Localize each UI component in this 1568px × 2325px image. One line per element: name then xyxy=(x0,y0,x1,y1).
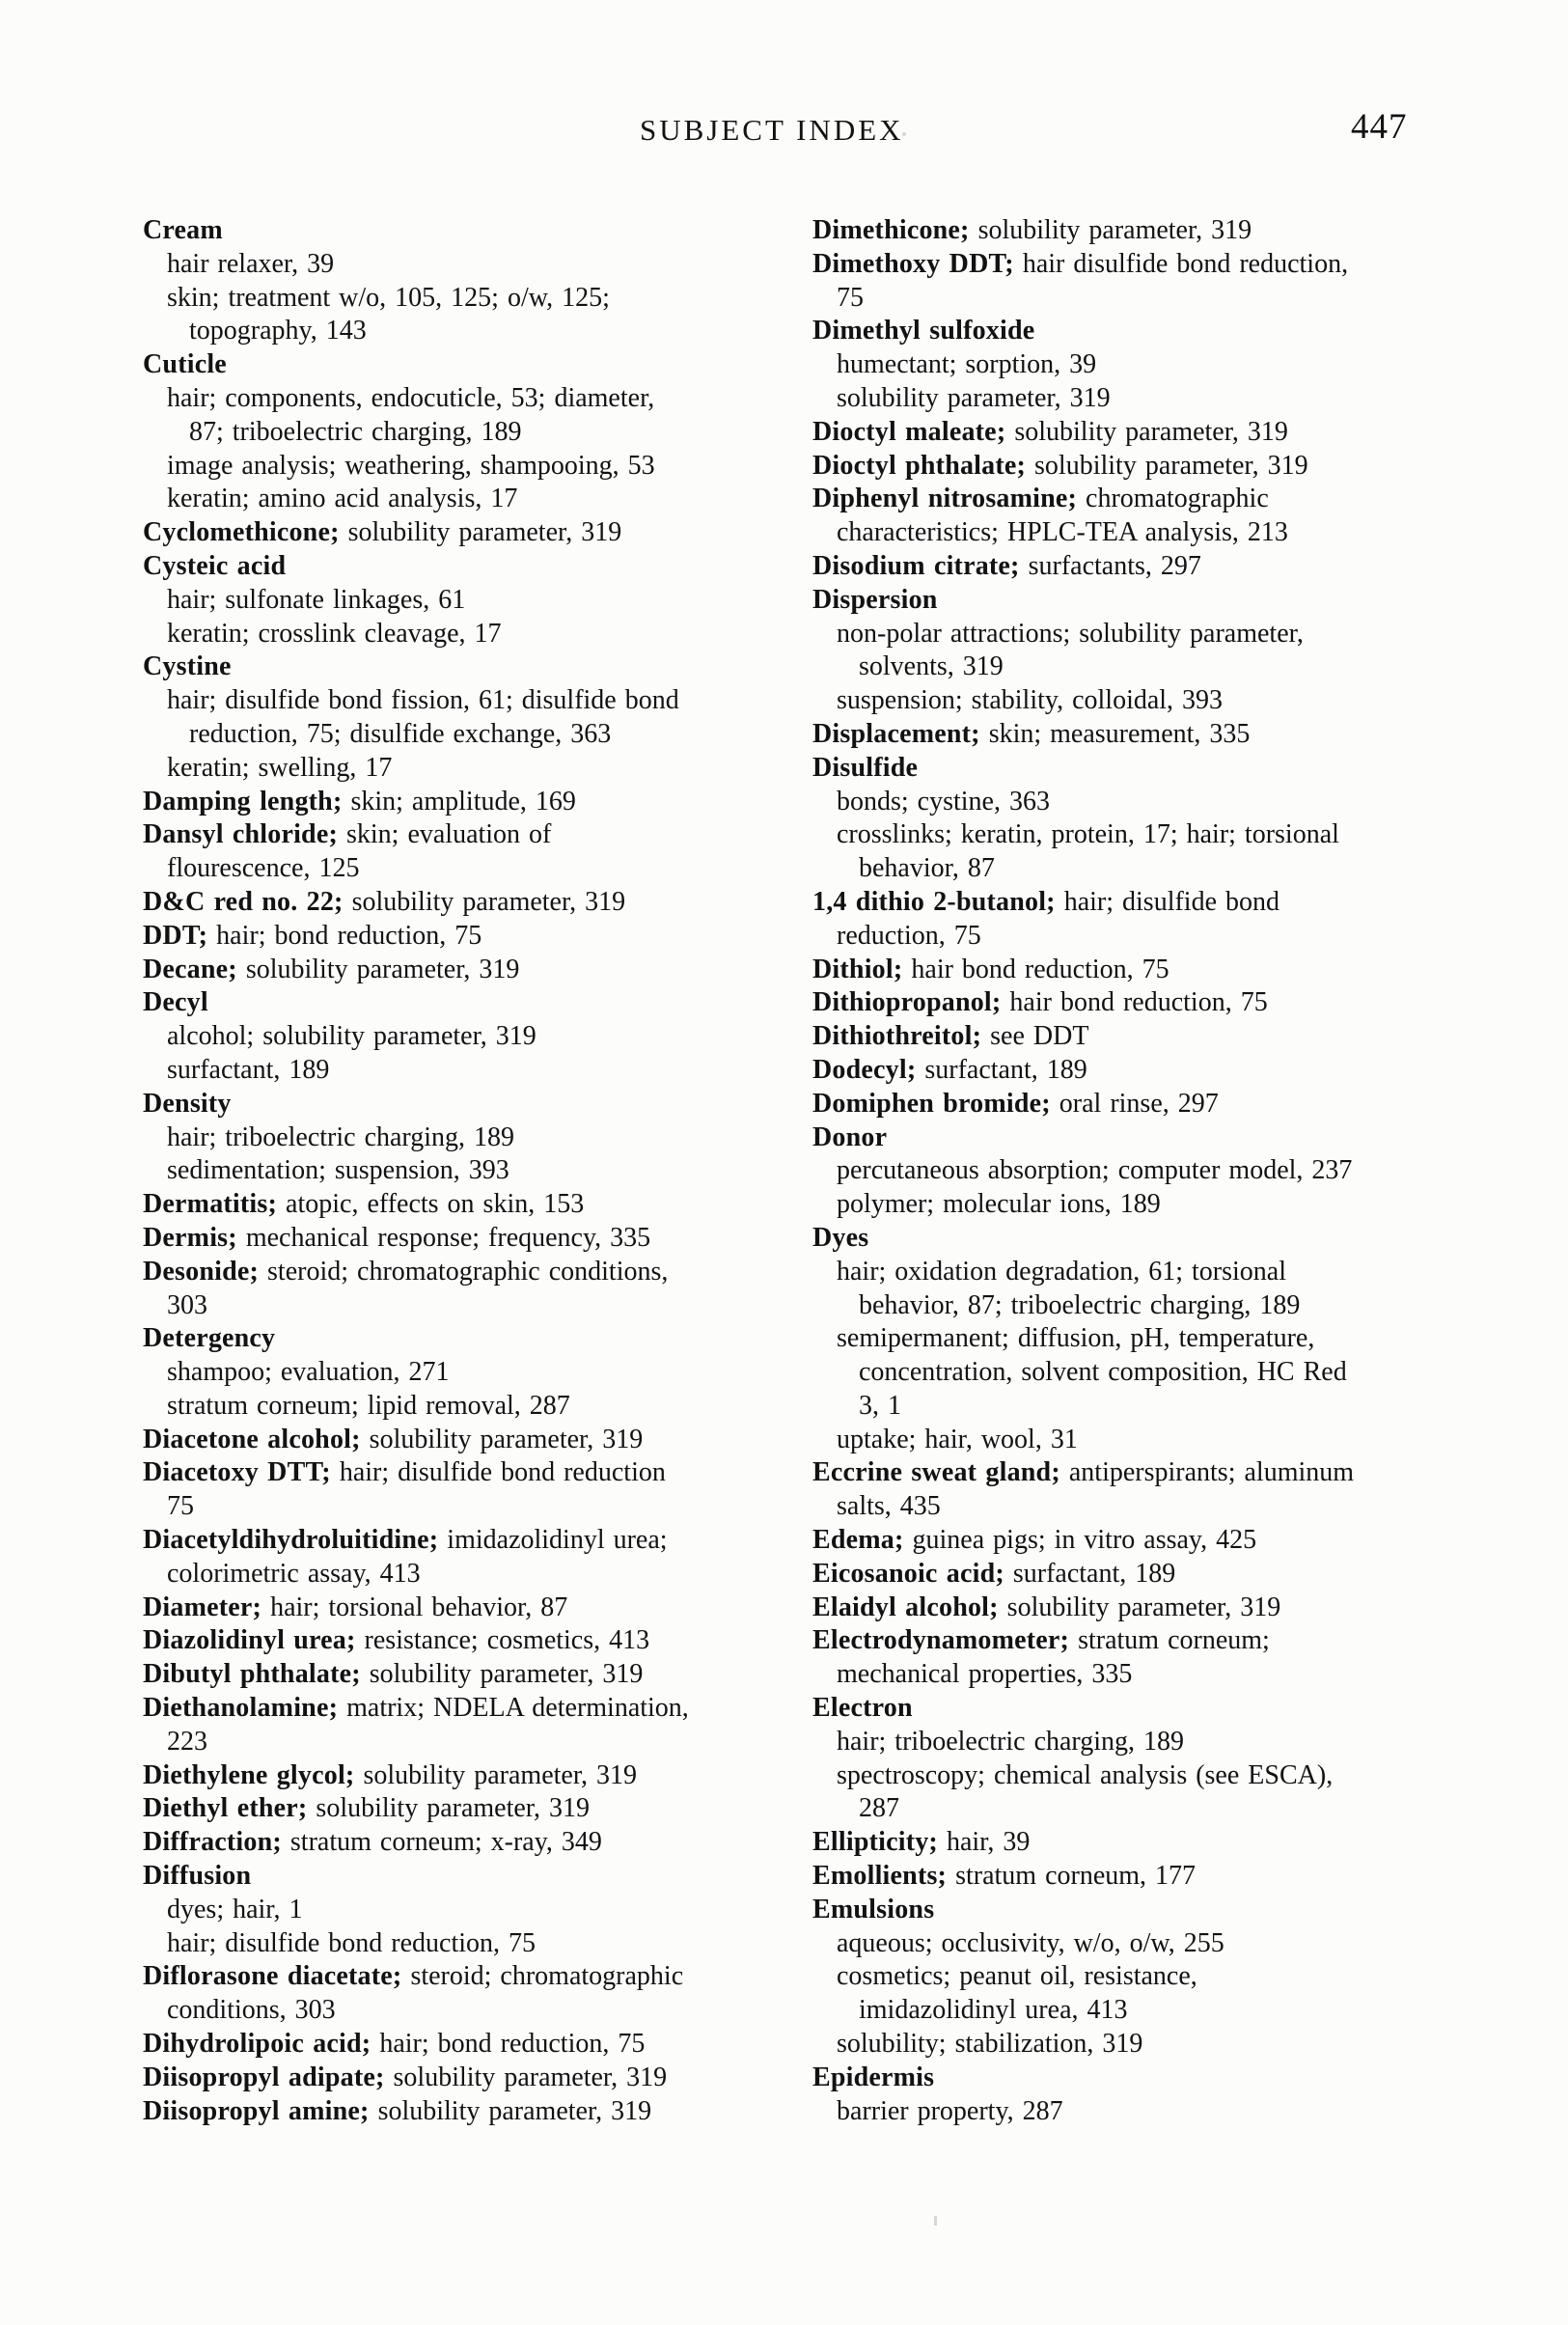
index-text: stratum corneum, 177 xyxy=(947,1861,1197,1892)
index-line xyxy=(143,1759,809,1793)
index-text: keratin; crosslink cleavage, 17 xyxy=(167,618,502,649)
index-text: matrix; NDELA determination, xyxy=(338,1693,689,1724)
index-text: solubility parameter, 319 xyxy=(354,1759,638,1790)
index-line xyxy=(143,1994,809,2028)
index-line xyxy=(143,1222,809,1256)
index-line xyxy=(143,1826,809,1860)
index-term: Dodecyl; xyxy=(812,1054,917,1085)
index-text: reduction, 75; disulfide exchange, 363 xyxy=(189,718,612,749)
index-line xyxy=(143,1356,809,1390)
index-line xyxy=(812,1692,1488,1726)
index-text: oral rinse, 297 xyxy=(1050,1088,1219,1119)
index-text: mechanical response; frequency, 335 xyxy=(236,1222,651,1253)
index-line xyxy=(812,618,1488,651)
index-line xyxy=(143,1726,809,1759)
index-text: 3, 1 xyxy=(859,1390,901,1421)
index-line xyxy=(812,1994,1488,2028)
index-line xyxy=(143,718,809,752)
index-term: Diflorasone diacetate; xyxy=(143,1961,402,1992)
index-text: spectroscopy; chemical analysis (see ESCA), xyxy=(837,1759,1334,1790)
page-number: 447 xyxy=(1351,107,1408,147)
index-line xyxy=(812,1289,1488,1323)
index-term: Diisopropyl amine; xyxy=(143,2095,370,2126)
index-text: hair; disulfide bond reduction xyxy=(330,1457,666,1488)
index-term: Elaidyl alcohol; xyxy=(812,1592,999,1622)
index-text: 287 xyxy=(859,1793,899,1824)
index-term: Desonide; xyxy=(143,1256,260,1287)
index-line xyxy=(812,382,1488,416)
index-line xyxy=(812,348,1488,382)
index-line xyxy=(812,1524,1488,1558)
index-line xyxy=(143,752,809,786)
index-text: solubility parameter, 319 xyxy=(1005,416,1288,447)
index-text: flourescence, 125 xyxy=(167,853,360,884)
index-line xyxy=(143,886,809,920)
index-line xyxy=(812,954,1488,987)
index-line xyxy=(143,1592,809,1625)
index-text: behavior, 87; triboelectric charging, 189 xyxy=(859,1289,1301,1320)
index-line xyxy=(143,1524,809,1558)
index-text: resistance; cosmetics, 413 xyxy=(355,1625,650,1656)
index-line xyxy=(143,1624,809,1658)
index-line xyxy=(812,1726,1488,1759)
scan-artifact xyxy=(902,132,906,136)
index-line xyxy=(812,1759,1488,1793)
index-text: 303 xyxy=(167,1289,207,1320)
index-line xyxy=(812,1860,1488,1894)
index-term: Dermis; xyxy=(143,1222,237,1253)
index-text: solubility parameter, 319 xyxy=(343,886,626,917)
index-line xyxy=(143,214,809,248)
index-text: solubility parameter, 319 xyxy=(369,2095,652,2126)
index-text: solubility parameter, 319 xyxy=(969,215,1252,245)
index-text: polymer; molecular ions, 189 xyxy=(837,1189,1161,1220)
index-text: uptake; hair, wool, 31 xyxy=(837,1424,1078,1454)
index-text: crosslinks; keratin, protein, 17; hair; torsional xyxy=(837,819,1339,850)
index-line xyxy=(812,1356,1488,1390)
index-column-right xyxy=(812,214,1488,2128)
index-term: Disulfide xyxy=(812,752,919,783)
index-term: Diazolidinyl urea; xyxy=(143,1625,356,1656)
index-term: Diphenyl nitrosamine; xyxy=(812,484,1078,514)
index-line xyxy=(143,1322,809,1356)
index-text: conditions, 303 xyxy=(167,1995,336,2026)
index-text: stratum corneum; lipid removal, 287 xyxy=(167,1390,570,1421)
index-text: skin; treatment w/o, 105, 125; o/w, 125; xyxy=(167,282,610,313)
index-line xyxy=(143,315,809,348)
index-text: surfactant, 189 xyxy=(167,1054,330,1085)
index-text: imidazolidinyl urea, 413 xyxy=(859,1995,1128,2026)
index-text: steroid; chromatographic conditions, xyxy=(259,1256,669,1287)
index-text: hair; disulfide bond reduction, 75 xyxy=(167,1927,536,1958)
index-text: dyes; hair, 1 xyxy=(167,1894,303,1924)
index-term: Dermatitis; xyxy=(143,1189,278,1220)
index-term: Cystine xyxy=(143,651,232,682)
index-text: skin; measurement, 335 xyxy=(979,718,1251,749)
index-text: behavior, 87 xyxy=(859,853,995,884)
index-text: image analysis; weathering, shampooing, 53 xyxy=(167,450,655,481)
index-line xyxy=(143,1256,809,1289)
index-term: Electrodynamometer; xyxy=(812,1625,1070,1656)
index-term: Dispersion xyxy=(812,584,938,615)
index-line xyxy=(143,584,809,618)
index-text: solubility parameter, 319 xyxy=(998,1592,1281,1622)
index-text: skin; amplitude, 169 xyxy=(342,786,576,817)
index-term: Diacetoxy DTT; xyxy=(143,1457,331,1488)
index-line xyxy=(812,483,1488,516)
index-text: solubility; stabilization, 319 xyxy=(837,2029,1143,2060)
index-line xyxy=(812,1960,1488,1994)
index-term: Dimethoxy DDT; xyxy=(812,248,1014,279)
index-text: surfactant, 189 xyxy=(1004,1558,1176,1589)
index-text: solubility parameter, 319 xyxy=(236,954,520,984)
index-line xyxy=(143,282,809,316)
index-line xyxy=(812,752,1488,786)
index-line xyxy=(812,986,1488,1020)
index-text: bonds; cystine, 363 xyxy=(837,786,1050,817)
index-term: Diameter; xyxy=(143,1592,262,1622)
index-text: solubility parameter, 319 xyxy=(1026,450,1308,481)
index-text: hair, 39 xyxy=(937,1827,1031,1858)
index-text: hair; triboelectric charging, 189 xyxy=(837,1726,1185,1757)
index-text: steroid; chromatographic xyxy=(401,1961,684,1992)
index-line xyxy=(812,1322,1488,1356)
index-text: reduction, 75 xyxy=(837,920,981,951)
index-line xyxy=(812,1658,1488,1692)
index-term: Decyl xyxy=(143,987,208,1018)
index-text: shampoo; evaluation, 271 xyxy=(167,1357,450,1388)
index-line xyxy=(143,954,809,987)
index-term: Diacetone alcohol; xyxy=(143,1424,361,1454)
index-term: Disodium citrate; xyxy=(812,550,1020,581)
index-line xyxy=(812,214,1488,248)
index-text: solubility parameter, 319 xyxy=(384,2062,668,2092)
index-line xyxy=(812,2028,1488,2062)
index-text: solvents, 319 xyxy=(859,651,1004,682)
index-term: Dithiopropanol; xyxy=(812,987,1002,1018)
index-line xyxy=(812,315,1488,348)
index-text: stratum corneum; x-ray, 349 xyxy=(281,1827,602,1858)
index-term: Dioctyl maleate; xyxy=(812,416,1006,447)
index-line xyxy=(812,1456,1488,1490)
index-line xyxy=(812,1088,1488,1121)
index-line xyxy=(812,1121,1488,1155)
index-term: Dimethyl sulfoxide xyxy=(812,316,1035,346)
index-line xyxy=(812,2095,1488,2129)
index-line xyxy=(143,450,809,484)
index-text: semipermanent; diffusion, pH, temperature, xyxy=(837,1323,1315,1354)
index-line xyxy=(143,986,809,1020)
index-term: Electron xyxy=(812,1693,913,1724)
index-text: hair; components, endocuticle, 53; diameter, xyxy=(167,382,655,413)
index-text: imidazolidinyl urea; xyxy=(438,1525,668,1556)
index-term: Domiphen bromide; xyxy=(812,1088,1051,1119)
index-text: 87; triboelectric charging, 189 xyxy=(189,416,522,447)
index-line xyxy=(812,1256,1488,1289)
index-line xyxy=(143,1088,809,1121)
index-text: topography, 143 xyxy=(189,316,367,346)
index-line xyxy=(143,1121,809,1155)
index-term: DDT; xyxy=(143,920,208,951)
index-line xyxy=(143,1692,809,1726)
index-term: Ellipticity; xyxy=(812,1827,938,1858)
index-term: Diethyl ether; xyxy=(143,1793,308,1824)
index-text: hair; oxidation degradation, 61; torsional xyxy=(837,1256,1287,1287)
index-line xyxy=(812,1558,1488,1592)
index-term: Dithiol; xyxy=(812,954,903,984)
index-term: Emollients; xyxy=(812,1861,948,1892)
index-line xyxy=(812,852,1488,886)
scan-artifact xyxy=(934,2216,937,2226)
index-text: hair; disulfide bond fission, 61; disulfide bond xyxy=(167,685,679,716)
index-line xyxy=(812,450,1488,484)
index-line xyxy=(143,1054,809,1088)
index-line xyxy=(143,1020,809,1054)
index-text: hair; triboelectric charging, 189 xyxy=(167,1121,515,1152)
index-term: Displacement; xyxy=(812,718,980,749)
index-line xyxy=(143,382,809,416)
index-line xyxy=(143,786,809,819)
index-text: stratum corneum; xyxy=(1069,1625,1270,1656)
index-line xyxy=(143,550,809,584)
index-text: non-polar attractions; solubility parameter, xyxy=(837,618,1304,649)
index-term: 1,4 dithio 2-butanol; xyxy=(812,886,1056,917)
index-term: Donor xyxy=(812,1121,888,1152)
index-line xyxy=(812,416,1488,450)
index-text: solubility parameter, 319 xyxy=(339,517,622,548)
index-line xyxy=(812,1154,1488,1188)
index-term: Damping length; xyxy=(143,786,343,817)
index-line xyxy=(143,1490,809,1524)
index-text: percutaneous absorption; computer model, 237 xyxy=(837,1155,1353,1186)
index-line xyxy=(143,248,809,282)
index-text: keratin; amino acid analysis, 17 xyxy=(167,484,518,514)
index-text: sedimentation; suspension, 393 xyxy=(167,1155,509,1186)
index-term: Eccrine sweat gland; xyxy=(812,1457,1060,1488)
index-column-left xyxy=(143,214,809,2128)
index-line xyxy=(143,1860,809,1894)
index-line xyxy=(143,1558,809,1592)
index-term: Diethanolamine; xyxy=(143,1693,339,1724)
index-line xyxy=(812,1490,1488,1524)
index-line xyxy=(143,516,809,550)
index-term: Diethylene glycol; xyxy=(143,1759,355,1790)
index-term: Dithiothreitol; xyxy=(812,1021,982,1052)
index-line xyxy=(143,818,809,852)
index-term: Dibutyl phthalate; xyxy=(143,1659,361,1690)
index-line xyxy=(143,1456,809,1490)
index-line xyxy=(812,2062,1488,2095)
index-line xyxy=(812,1054,1488,1088)
index-term: Diffraction; xyxy=(143,1827,282,1858)
index-line xyxy=(143,1658,809,1692)
index-line xyxy=(143,618,809,651)
index-term: Cuticle xyxy=(143,349,227,380)
index-line xyxy=(812,1894,1488,1927)
index-text: hair; disulfide bond xyxy=(1055,886,1279,917)
index-text: hair; torsional behavior, 87 xyxy=(261,1592,568,1622)
index-line xyxy=(812,1624,1488,1658)
index-term: Dioctyl phthalate; xyxy=(812,450,1027,481)
index-term: Decane; xyxy=(143,954,237,984)
index-term: Diacetyldihydroluitidine; xyxy=(143,1525,439,1556)
index-line xyxy=(143,1927,809,1961)
index-text: solubility parameter, 319 xyxy=(360,1424,644,1454)
index-text: cosmetics; peanut oil, resistance, xyxy=(837,1961,1197,1992)
index-text: hair; bond reduction, 75 xyxy=(371,2029,646,2060)
index-term: Diffusion xyxy=(143,1861,252,1892)
index-line xyxy=(143,348,809,382)
index-text: surfactants, 297 xyxy=(1019,550,1201,581)
index-term: Dimethicone; xyxy=(812,215,970,245)
index-line xyxy=(812,684,1488,718)
index-term: Emulsions xyxy=(812,1894,935,1924)
index-term: Eicosanoic acid; xyxy=(812,1558,1004,1589)
index-text: colorimetric assay, 413 xyxy=(167,1558,421,1589)
index-term: Dansyl chloride; xyxy=(143,819,338,850)
index-term: Dyes xyxy=(812,1222,869,1253)
index-text: solubility parameter, 319 xyxy=(360,1659,644,1690)
page-title: SUBJECT INDEX xyxy=(640,113,904,147)
index-line xyxy=(143,852,809,886)
index-text: salts, 435 xyxy=(837,1491,941,1522)
index-line xyxy=(812,818,1488,852)
index-text: suspension; stability, colloidal, 393 xyxy=(837,685,1224,716)
index-line xyxy=(143,2095,809,2129)
index-text: solubility parameter, 319 xyxy=(307,1793,591,1824)
index-text: mechanical properties, 335 xyxy=(837,1659,1133,1690)
index-line xyxy=(143,920,809,954)
index-line xyxy=(812,1592,1488,1625)
index-term: Cysteic acid xyxy=(143,550,287,581)
index-text: 75 xyxy=(837,282,864,313)
index-text: guinea pigs; in vitro assay, 425 xyxy=(903,1525,1257,1556)
index-text: hair relaxer, 39 xyxy=(167,248,335,279)
index-text: atopic, effects on skin, 153 xyxy=(277,1189,585,1220)
index-text: alcohol; solubility parameter, 319 xyxy=(167,1021,536,1052)
index-line xyxy=(812,1792,1488,1826)
index-line xyxy=(143,1390,809,1424)
index-text: characteristics; HPLC-TEA analysis, 213 xyxy=(837,517,1288,548)
index-line xyxy=(143,650,809,684)
index-line xyxy=(812,1020,1488,1054)
index-line xyxy=(143,1289,809,1323)
index-text: humectant; sorption, 39 xyxy=(837,349,1097,380)
index-text: see DDT xyxy=(981,1021,1089,1052)
index-line xyxy=(143,2062,809,2095)
index-line xyxy=(812,718,1488,752)
index-line xyxy=(812,282,1488,316)
index-line xyxy=(143,684,809,718)
index-text: solubility parameter, 319 xyxy=(837,382,1111,413)
index-line xyxy=(812,516,1488,550)
index-text: hair bond reduction, 75 xyxy=(1001,987,1268,1018)
index-line xyxy=(812,1927,1488,1961)
index-term: D&C red no. 22; xyxy=(143,886,344,917)
index-text: surfactant, 189 xyxy=(916,1054,1087,1085)
index-line xyxy=(812,1222,1488,1256)
index-line xyxy=(143,1792,809,1826)
index-line xyxy=(812,1424,1488,1457)
index-line xyxy=(143,416,809,450)
index-term: Diisopropyl adipate; xyxy=(143,2062,385,2092)
index-line xyxy=(143,1188,809,1222)
index-line xyxy=(143,1424,809,1457)
index-line xyxy=(812,1390,1488,1424)
index-text: keratin; swelling, 17 xyxy=(167,752,393,783)
index-line xyxy=(143,1894,809,1927)
index-text: hair; bond reduction, 75 xyxy=(207,920,482,951)
index-term: Cream xyxy=(143,215,223,245)
index-term: Cyclomethicone; xyxy=(143,517,340,548)
index-text: hair bond reduction, 75 xyxy=(902,954,1169,984)
index-term: Dihydrolipoic acid; xyxy=(143,2029,371,2060)
index-term: Detergency xyxy=(143,1323,276,1354)
index-text: 75 xyxy=(167,1491,194,1522)
index-line xyxy=(812,886,1488,920)
index-line xyxy=(143,2028,809,2062)
index-text: hair disulfide bond reduction, xyxy=(1013,248,1349,279)
index-term: Epidermis xyxy=(812,2062,935,2092)
index-text: concentration, solvent composition, HC Red xyxy=(859,1357,1347,1388)
index-line xyxy=(143,1960,809,1994)
index-text: 223 xyxy=(167,1726,207,1757)
index-line xyxy=(812,584,1488,618)
index-text: chromatographic xyxy=(1077,484,1269,514)
index-text: skin; evaluation of xyxy=(337,819,552,850)
index-text: barrier property, 287 xyxy=(837,2095,1063,2126)
index-line xyxy=(812,550,1488,584)
index-text: hair; sulfonate linkages, 61 xyxy=(167,584,466,615)
index-line xyxy=(812,786,1488,819)
index-text: aqueous; occlusivity, w/o, o/w, 255 xyxy=(837,1927,1224,1958)
index-term: Density xyxy=(143,1088,232,1119)
index-text: antiperspirants; aluminum xyxy=(1059,1457,1355,1488)
index-line xyxy=(143,1154,809,1188)
index-line xyxy=(812,248,1488,282)
index-line xyxy=(143,483,809,516)
index-term: Edema; xyxy=(812,1525,904,1556)
index-line xyxy=(812,1826,1488,1860)
index-line xyxy=(812,650,1488,684)
index-line xyxy=(812,1188,1488,1222)
index-line xyxy=(812,920,1488,954)
